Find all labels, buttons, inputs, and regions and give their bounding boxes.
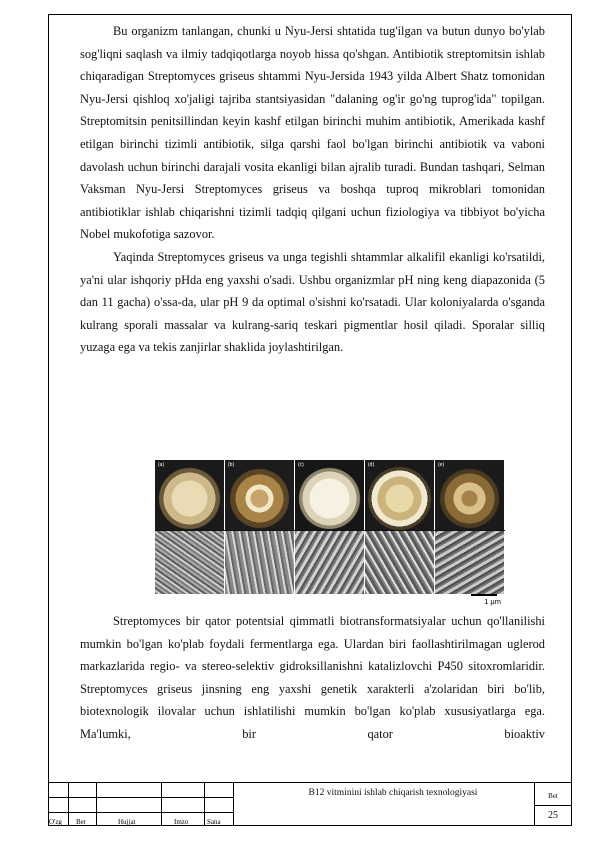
panel-label-b: (b) (228, 462, 235, 468)
stamp-divider (161, 783, 162, 826)
sem-micrograph-c (295, 531, 365, 594)
colony-photo-e (435, 460, 505, 530)
paragraph-1: Bu organizm tanlangan, chunki u Nyu-Jersi shtatida tug'ilgan va butun dunyo bo'ylab sog'liqni saqlash va ilmiy tadqiqotlarga noyob hissa qo'shgan. Antibiotik streptomitsin ishlab chiqaradigan Streptomyces griseus shtammi Nyu-Jersida 1943 yilda Albert Shatz tomonidan Nyu-Jersi qishloq xo'jaligi tajriba stantsiyasidan "dalaning og'ir go'ng tuprog'ida" topilgan. Streptomitsin penitsillindan keyin kashf etilgan birinchi muhim antibiotik, Amerikada kashf etilgan birinchi tizimli antibiotik, silga qarshi faol bo'lgan birinchi antibiotik va vaboni davolash uchun birinchi darajali vosita ekanligi bilan ajralib turadi. Bundan tashqari, Selman Vaksman Nyu-Jersi Streptomyces griseus va boshqa tuproq mikroblari tomonidan antibiotiklar ishlab chiqarishni tizimli tadqiq qilgani uchun fiziologiya va tibbiyot bo'yicha Nobel mukofotiga sazovor. (80, 24, 545, 242)
stamp-row-line (48, 812, 233, 813)
sem-micrograph-e (435, 531, 505, 594)
stamp-row-line (534, 805, 572, 806)
scale-label: 1 μm (484, 597, 501, 606)
paragraph-3: Streptomyces bir qator potentsial qimmatli biotransformatsiyalar uchun qo'llanilishi mumkin bo'lgan ko'plab foydali fermentlarga ega. Ulardan biri faollashtirilmagan uglerod markazlarida regio- va stereo-selektiv gidroksillanishni katalizlovchi P450 sitoxromlaridir. Streptomyces griseus jinsning eng yaxshi genetik xarakterli a'zolaridan biri bo'lib, biotexnologik ilovalar uchun ishlatilishi mumkin bo'lgan ko'plab xususiyatlarga ega. Ma'lumki, bir qator bioaktiv (80, 614, 545, 741)
stamp-label-imzo: Imzo (174, 818, 189, 826)
colony-photo-b (225, 460, 295, 530)
page-label: Bet (548, 792, 558, 800)
stamp-divider (233, 783, 234, 826)
stamp-label-hujjat: Hujjat (118, 818, 136, 826)
stamp-label-ozg: O'zg (49, 818, 62, 826)
panel-label-c: (c) (298, 462, 304, 468)
scale-bar (471, 594, 497, 596)
stamp-row-line (48, 797, 233, 798)
document-title: B12 vitminini ishlab chiqarish texnologiyasi (308, 788, 478, 798)
panel-label-e: (e) (438, 462, 445, 468)
colony-photo-c (295, 460, 365, 530)
panel-label-d: (d) (368, 462, 375, 468)
streptomyces-figure (155, 460, 505, 608)
sem-micrograph-a (155, 531, 225, 594)
body-text-top (80, 20, 545, 359)
colony-photo-row (155, 460, 505, 530)
title-block (48, 782, 572, 826)
stamp-label-sana: Sana (207, 818, 221, 826)
sem-micrograph-b (225, 531, 295, 594)
stamp-divider (204, 783, 205, 826)
paragraph-2: Yaqinda Streptomyces griseus va unga tegishli shtammlar alkalifil ekanligi ko'rsatildi, ya'ni ular ishqoriy pHda eng yaxshi o'sadi. Ushbu organizmlar pH ning keng diapazonida (5 dan 11 gacha) o'ssa-da, ular pH 9 da optimal o'sishni ko'rsatadi. Ular koloniyalarda o'sganda kulrang sporali massalar va kulrang-sariq teskari pigmentlar hosil qiladi. Sporalar silliq yuzaga ega va tekis zanjirlar shaklida joylashtirilgan. (80, 249, 545, 355)
colony-photo-d (365, 460, 435, 530)
page-number: 25 (548, 810, 558, 821)
panel-label-a: (a) (158, 462, 165, 468)
sem-micrograph-d (365, 531, 435, 594)
stamp-divider (96, 783, 97, 826)
stamp-label-bet: Bet (76, 818, 86, 826)
body-text-bottom (80, 610, 545, 746)
scale-strip (155, 594, 505, 608)
stamp-divider (68, 783, 69, 826)
sem-micrograph-row (155, 531, 505, 594)
colony-photo-a (155, 460, 225, 530)
